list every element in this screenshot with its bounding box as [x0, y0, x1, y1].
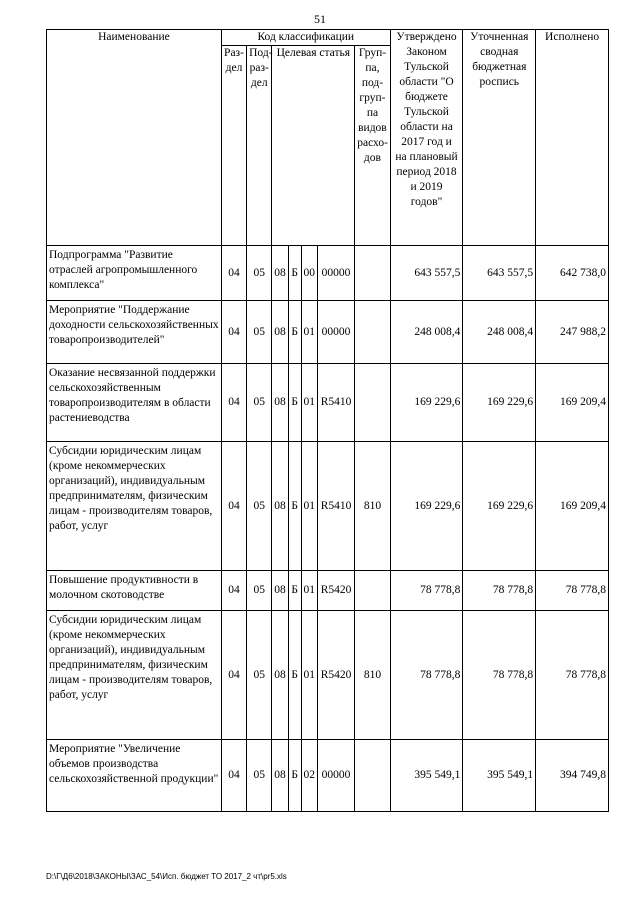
row-vid-rashodov — [355, 301, 390, 364]
row-razdel: 04 — [221, 246, 246, 301]
row-utverzhdeno: 643 557,5 — [390, 246, 463, 301]
header-kod: Код классификации — [221, 30, 390, 46]
row-utochnennaya: 395 549,1 — [463, 740, 536, 812]
row-cs-subprogram: Б — [288, 442, 301, 571]
row-ispolneno: 394 749,8 — [536, 740, 609, 812]
row-cs-event: 01 — [301, 364, 317, 442]
row-razdel: 04 — [221, 571, 246, 611]
row-vid-rashodov — [355, 246, 390, 301]
row-cs-program: 08 — [272, 364, 288, 442]
row-cs-subprogram: Б — [288, 364, 301, 442]
row-ispolneno: 642 738,0 — [536, 246, 609, 301]
header-utverzhdeno: Утверждено Законом Тульской области "О бюджете Тульской области на 2017 год и на плановый период 2018 и 2019 годов" — [390, 30, 463, 246]
row-cs-direction: R5410 — [317, 364, 354, 442]
row-cs-program: 08 — [272, 246, 288, 301]
row-razdel: 04 — [221, 301, 246, 364]
table-row — [47, 301, 609, 364]
row-razdel: 04 — [221, 740, 246, 812]
row-vid-rashodov: 810 — [355, 611, 390, 740]
table-row — [47, 571, 609, 611]
header-utochnennaya: Уточненная сводная бюджетная роспись — [463, 30, 536, 246]
header-name: Наименование — [47, 30, 222, 246]
row-podrazdel: 05 — [247, 611, 272, 740]
row-podrazdel: 05 — [247, 740, 272, 812]
row-name: Субсидии юридическим лицам (кроме некоммерческих организаций), индивидуальным предпринимателям, физическим лицам - производителям товаров, работ, услуг — [47, 442, 222, 571]
row-cs-direction: R5410 — [317, 442, 354, 571]
table-row — [47, 442, 609, 571]
row-utverzhdeno: 248 008,4 — [390, 301, 463, 364]
row-cs-subprogram: Б — [288, 740, 301, 812]
header-gruppa: Груп- па, под- груп- па видов расхо- дов — [355, 46, 390, 246]
header-razdel: Раз- дел — [221, 46, 246, 246]
row-utverzhdeno: 78 778,8 — [390, 611, 463, 740]
table-row — [47, 740, 609, 812]
header-celevaya: Целевая статья — [272, 46, 355, 246]
row-vid-rashodov — [355, 364, 390, 442]
row-name: Повышение продуктивности в молочном скотоводстве — [47, 571, 222, 611]
row-name: Мероприятие "Увеличение объемов производства сельскохозяйственной продукции" — [47, 740, 222, 812]
row-vid-rashodov — [355, 571, 390, 611]
row-utochnennaya: 643 557,5 — [463, 246, 536, 301]
row-cs-direction: R5420 — [317, 611, 354, 740]
row-cs-program: 08 — [272, 611, 288, 740]
row-cs-subprogram: Б — [288, 301, 301, 364]
row-cs-direction: 00000 — [317, 301, 354, 364]
file-path-footer: D:\Г\Д6\2018\ЗАКОНЫ\ЗАС_54\Исп. бюджет ТО 2017_2 чт\pr5.xls — [46, 872, 287, 881]
row-cs-direction: 00000 — [317, 246, 354, 301]
row-cs-event: 01 — [301, 301, 317, 364]
row-cs-direction: R5420 — [317, 571, 354, 611]
table-row — [47, 364, 609, 442]
row-ispolneno: 169 209,4 — [536, 364, 609, 442]
row-razdel: 04 — [221, 611, 246, 740]
row-vid-rashodov: 810 — [355, 442, 390, 571]
row-utochnennaya: 169 229,6 — [463, 442, 536, 571]
row-cs-subprogram: Б — [288, 246, 301, 301]
row-cs-program: 08 — [272, 301, 288, 364]
row-podrazdel: 05 — [247, 364, 272, 442]
row-cs-program: 08 — [272, 442, 288, 571]
row-cs-event: 02 — [301, 740, 317, 812]
row-cs-program: 08 — [272, 740, 288, 812]
row-utochnennaya: 78 778,8 — [463, 571, 536, 611]
row-utverzhdeno: 169 229,6 — [390, 364, 463, 442]
row-podrazdel: 05 — [247, 571, 272, 611]
row-podrazdel: 05 — [247, 442, 272, 571]
row-cs-event: 00 — [301, 246, 317, 301]
table-row — [47, 611, 609, 740]
row-ispolneno: 78 778,8 — [536, 611, 609, 740]
row-ispolneno: 78 778,8 — [536, 571, 609, 611]
row-cs-direction: 00000 — [317, 740, 354, 812]
row-utochnennaya: 78 778,8 — [463, 611, 536, 740]
row-razdel: 04 — [221, 364, 246, 442]
row-name: Оказание несвязанной поддержки сельскохозяйственным товаропроизводителям в области растениеводства — [47, 364, 222, 442]
row-name: Мероприятие "Поддержание доходности сельскохозяйственных товаропроизводителей" — [47, 301, 222, 364]
row-utochnennaya: 248 008,4 — [463, 301, 536, 364]
row-utverzhdeno: 169 229,6 — [390, 442, 463, 571]
row-cs-subprogram: Б — [288, 571, 301, 611]
row-name: Подпрограмма "Развитие отраслей агропромышленного комплекса" — [47, 246, 222, 301]
row-utverzhdeno: 395 549,1 — [390, 740, 463, 812]
row-cs-subprogram: Б — [288, 611, 301, 740]
row-cs-event: 01 — [301, 571, 317, 611]
header-podrazdel: Под- раз- дел — [247, 46, 272, 246]
row-ispolneno: 169 209,4 — [536, 442, 609, 571]
row-cs-program: 08 — [272, 571, 288, 611]
row-utverzhdeno: 78 778,8 — [390, 571, 463, 611]
row-ispolneno: 247 988,2 — [536, 301, 609, 364]
row-vid-rashodov — [355, 740, 390, 812]
header-ispolneno: Исполнено — [536, 30, 609, 246]
budget-table — [46, 29, 609, 812]
row-utochnennaya: 169 229,6 — [463, 364, 536, 442]
page-number: 51 — [314, 12, 326, 26]
row-podrazdel: 05 — [247, 246, 272, 301]
row-cs-event: 01 — [301, 611, 317, 740]
row-cs-event: 01 — [301, 442, 317, 571]
row-podrazdel: 05 — [247, 301, 272, 364]
row-name: Субсидии юридическим лицам (кроме некоммерческих организаций), индивидуальным предпринимателям, физическим лицам - производителям товаров, работ, услуг — [47, 611, 222, 740]
row-razdel: 04 — [221, 442, 246, 571]
table-row — [47, 246, 609, 301]
